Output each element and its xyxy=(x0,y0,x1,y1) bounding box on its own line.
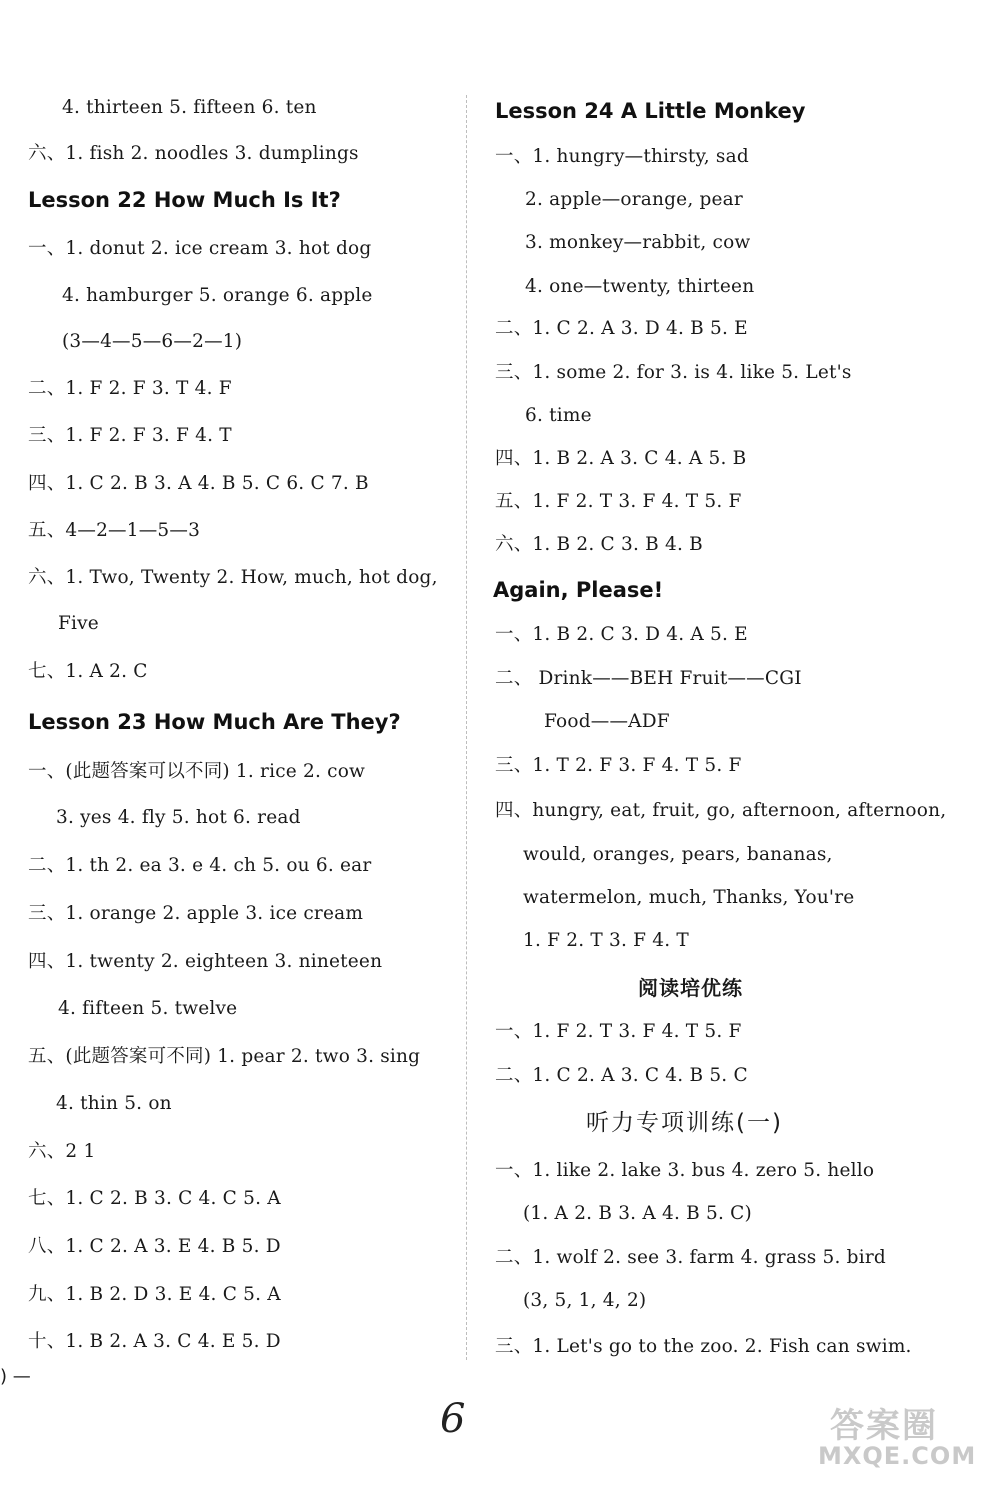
answer-line: 一、1. like 2. lake 3. bus 4. zero 5. hello xyxy=(495,1160,875,1181)
answer-line: 五、4—2—1—5—3 xyxy=(28,520,201,541)
answer-line: 六、1. B 2. C 3. B 4. B xyxy=(495,534,703,555)
answer-line: 一、1. hungry—thirsty, sad xyxy=(495,146,749,167)
answer-line: 六、1. fish 2. noodles 3. dumplings xyxy=(28,143,359,164)
answer-line: 九、1. B 2. D 3. E 4. C 5. A xyxy=(28,1284,281,1305)
answer-line: 二、1. C 2. A 3. D 4. B 5. E xyxy=(495,318,748,339)
answer-line: 一、(此题答案可以不同) 1. rice 2. cow xyxy=(28,761,366,782)
answer-line: 三、1. some 2. for 3. is 4. like 5. Let's xyxy=(495,362,852,383)
answer-line: 六、1. Two, Twenty 2. How, much, hot dog, xyxy=(28,567,438,588)
answer-line: 一、1. donut 2. ice cream 3. hot dog xyxy=(28,238,372,259)
answer-line: 五、(此题答案可不同) 1. pear 2. two 3. sing xyxy=(28,1046,421,1067)
answer-line: 4. one—twenty, thirteen xyxy=(525,276,755,297)
answer-line: 三、1. F 2. F 3. F 4. T xyxy=(28,425,232,446)
answer-line: watermelon, much, Thanks, You're xyxy=(523,887,855,908)
answer-line: 1. F 2. T 3. F 4. T xyxy=(523,930,689,951)
answer-line: 二、1. wolf 2. see 3. farm 4. grass 5. bird xyxy=(495,1247,886,1268)
again-please-heading: Again, Please! xyxy=(493,578,664,602)
answer-line: 七、1. C 2. B 3. C 4. C 5. A xyxy=(28,1188,281,1209)
answer-line: 七、1. A 2. C xyxy=(28,661,148,682)
answer-line: 四、1. B 2. A 3. C 4. A 5. B xyxy=(495,448,747,469)
watermark-logo: 答案圈 xyxy=(830,1406,938,1446)
answer-line: 3. monkey—rabbit, cow xyxy=(525,232,751,253)
answer-line: 二、 Drink——BEH Fruit——CGI xyxy=(495,668,802,689)
lesson-22-heading: Lesson 22 How Much Is It? xyxy=(28,188,341,212)
answer-line: Five xyxy=(58,613,99,634)
answer-line: 四、1. twenty 2. eighteen 3. nineteen xyxy=(28,951,383,972)
footer-marks: ) — xyxy=(0,1366,31,1387)
watermark-url: MXQE.COM xyxy=(818,1442,977,1470)
listening-training-heading: 听力专项训练(一) xyxy=(586,1110,783,1136)
page-number: 6 xyxy=(440,1396,466,1442)
answer-line: 十、1. B 2. A 3. C 4. E 5. D xyxy=(28,1331,281,1352)
answer-line: 六、2 1 xyxy=(28,1141,96,1162)
answer-line: 4. fifteen 5. twelve xyxy=(58,998,238,1019)
answer-line: would, oranges, pears, bananas, xyxy=(523,844,833,865)
column-divider xyxy=(466,95,467,1360)
answer-line: 6. time xyxy=(525,405,592,426)
answer-line: 4. thirteen 5. fifteen 6. ten xyxy=(62,97,317,118)
answer-line: 一、1. B 2. C 3. D 4. A 5. E xyxy=(495,624,748,645)
answer-line: (3, 5, 1, 4, 2) xyxy=(523,1290,647,1311)
answer-line: (3—4—5—6—2—1) xyxy=(62,331,243,352)
answer-line: 二、1. F 2. F 3. T 4. F xyxy=(28,378,232,399)
answer-line: 三、1. T 2. F 3. F 4. T 5. F xyxy=(495,755,742,776)
answer-line: 四、1. C 2. B 3. A 4. B 5. C 6. C 7. B xyxy=(28,473,369,494)
answer-line: (1. A 2. B 3. A 4. B 5. C) xyxy=(523,1203,752,1224)
answer-line: 4. thin 5. on xyxy=(56,1093,172,1114)
answer-line: 八、1. C 2. A 3. E 4. B 5. D xyxy=(28,1236,281,1257)
lesson-24-heading: Lesson 24 A Little Monkey xyxy=(495,99,806,123)
answer-line: 二、1. th 2. ea 3. e 4. ch 5. ou 6. ear xyxy=(28,855,372,876)
watermark xyxy=(810,1398,990,1478)
answer-line: 三、1. Let's go to the zoo. 2. Fish can swim. xyxy=(495,1336,912,1357)
answer-line: 4. hamburger 5. orange 6. apple xyxy=(62,285,373,306)
reading-practice-heading: 阅读培优练 xyxy=(638,976,743,1000)
answer-line: 二、1. C 2. A 3. C 4. B 5. C xyxy=(495,1065,748,1086)
answer-line: 3. yes 4. fly 5. hot 6. read xyxy=(56,807,301,828)
answer-line: 2. apple—orange, pear xyxy=(525,189,743,210)
answer-line: 五、1. F 2. T 3. F 4. T 5. F xyxy=(495,491,742,512)
answer-line: 四、hungry, eat, fruit, go, afternoon, afternoon, xyxy=(495,800,947,821)
answer-line: 三、1. orange 2. apple 3. ice cream xyxy=(28,903,364,924)
lesson-23-heading: Lesson 23 How Much Are They? xyxy=(28,710,401,734)
answer-line: Food——ADF xyxy=(544,711,670,732)
answer-line: 一、1. F 2. T 3. F 4. T 5. F xyxy=(495,1021,742,1042)
